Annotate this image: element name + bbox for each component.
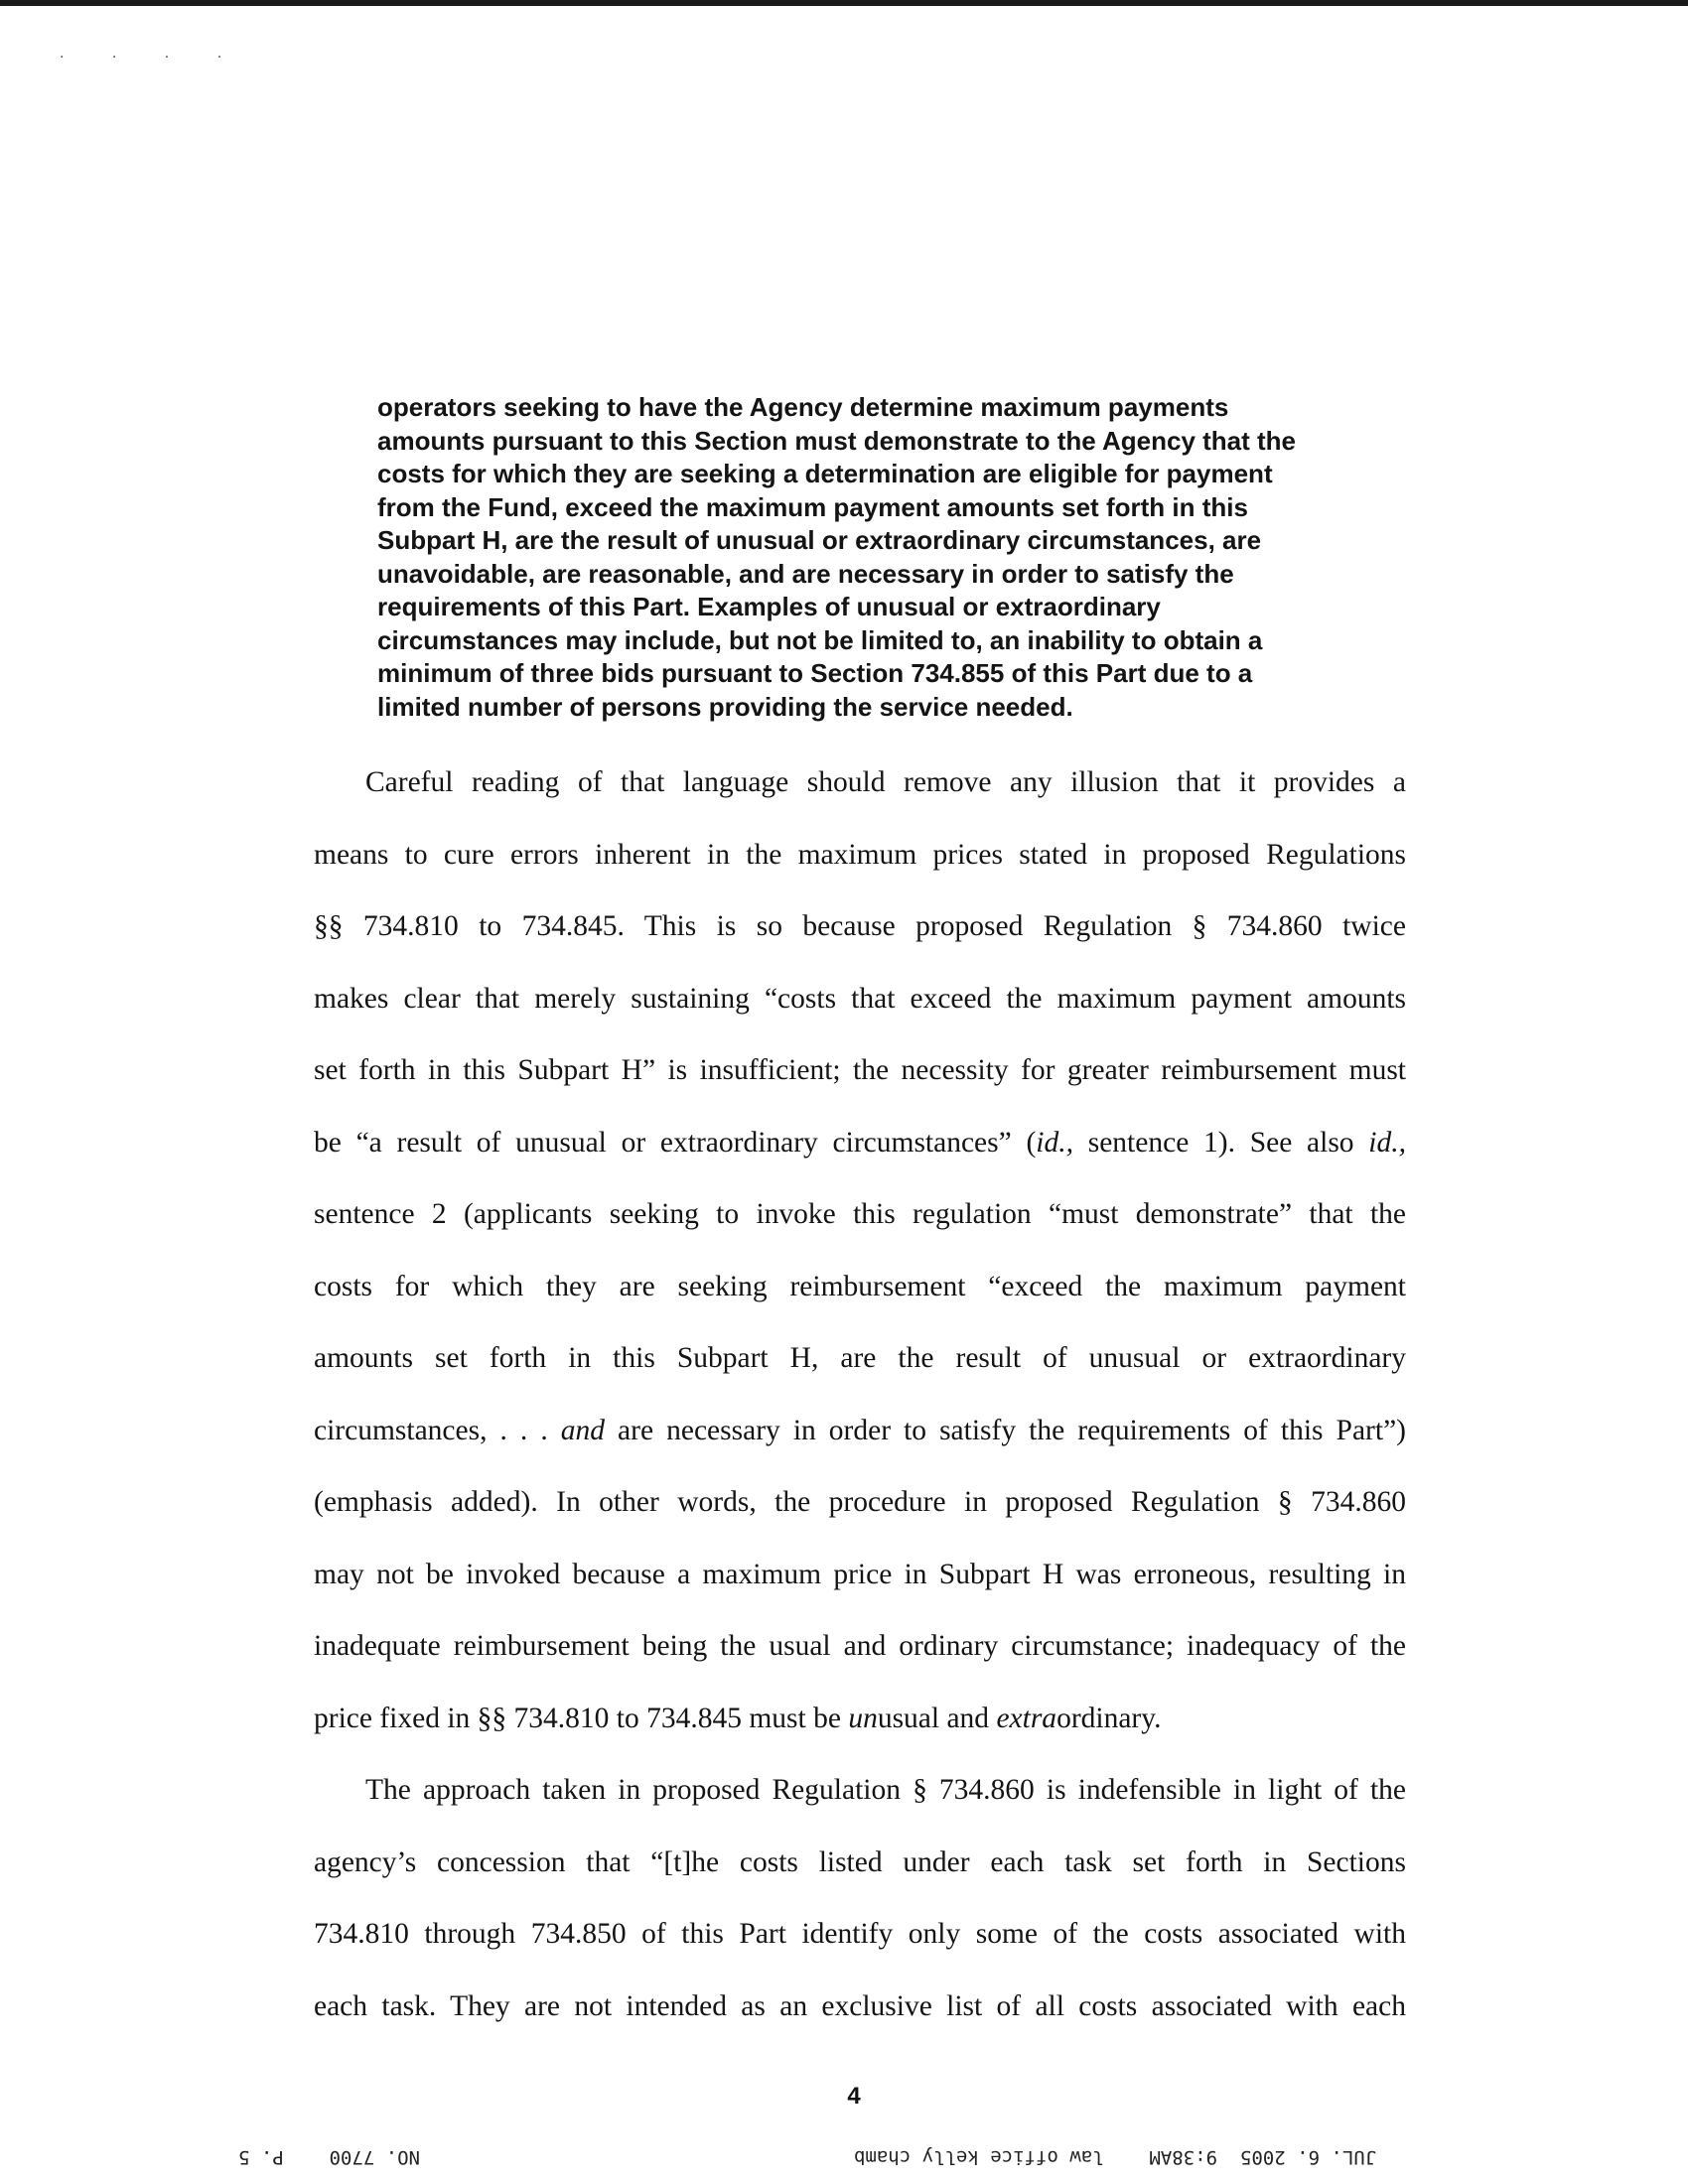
quote-line: requirements of this Part. Examples of unusual or extraordinary: [377, 592, 1161, 621]
quote-line: circumstances may include, but not be limited to, an inability to obtain a: [377, 624, 1263, 655]
paragraph-1: [314, 747, 1406, 1754]
body-text-run: sentence 1). See also: [1073, 1126, 1369, 1159]
block-quote: [377, 391, 1352, 724]
body-line: costs for which they are seeking reimbursement “exceed the maximum payment: [314, 1270, 1406, 1302]
body-line: 734.810 through 734.850 of this Part identify only some of the costs associated with: [314, 1918, 1406, 1950]
body-line: (emphasis added). In other words, the procedure in proposed Regulation § 734.860: [314, 1486, 1406, 1518]
body-line: The approach taken in proposed Regulation § 734.860 is indefensible in light of the: [365, 1774, 1406, 1806]
body-line: Careful reading of that language should remove any illusion that it provides a: [365, 766, 1406, 798]
quote-line: amounts pursuant to this Section must demonstrate to the Agency that the: [377, 425, 1297, 456]
body-text-run: price fixed in §§ 734.810 to 734.845 must be: [314, 1702, 849, 1734]
body-line: amounts set forth in this Subpart H, are the result of unusual or extraordinary: [314, 1342, 1406, 1374]
body-line: sentence 2 (applicants seeking to invoke this regulation “must demonstrate” that the: [314, 1198, 1406, 1230]
body-text-run: circumstances, . . .: [314, 1414, 561, 1446]
quote-line: unavoidable, are reasonable, and are necessary in order to satisfy the: [377, 558, 1234, 589]
body-text-run: are necessary in order to satisfy the requirements of this Part”): [605, 1414, 1406, 1446]
body-line: inadequate reimbursement being the usual and ordinary circumstance; inadequacy of the: [314, 1630, 1406, 1662]
fax-footer-right: JUL. 6. 2005 9:38AM law office kelly chamb: [854, 2146, 1377, 2168]
body-line: each task. They are not intended as an exclusive list of all costs associated with each: [314, 1989, 1406, 2022]
body-line: §§ 734.810 to 734.845. This is so because proposed Regulation § 734.860 twice: [314, 910, 1406, 942]
quote-line: limited number of persons providing the service needed.: [377, 691, 1073, 722]
body-line: makes clear that merely sustaining “costs that exceed the maximum payment amounts: [314, 982, 1406, 1015]
body-line: [314, 1395, 1406, 1467]
body-text-run: be “a result of unusual or extraordinary circumstances” (: [314, 1126, 1037, 1159]
paragraph-2: [314, 1754, 1406, 2042]
italic-and: and: [560, 1414, 606, 1446]
italic-id-cite: id.,: [1368, 1126, 1406, 1159]
quote-line: operators seeking to have the Agency determine maximum payments: [377, 392, 1229, 422]
body-line: [314, 1107, 1406, 1179]
body-line: means to cure errors inherent in the maximum prices stated in proposed Regulations: [314, 838, 1406, 871]
fax-footer-left: NO. 7700 P. 5: [238, 2146, 421, 2168]
scan-specks: · · · ·: [60, 50, 244, 66]
body-line: set forth in this Subpart H” is insufficient; the necessity for greater reimbursement must: [314, 1054, 1406, 1086]
body-line: may not be invoked because a maximum price in Subpart H was erroneous, resulting in: [314, 1558, 1406, 1590]
italic-id-cite: id.,: [1036, 1126, 1073, 1159]
scan-edge-line: [0, 0, 1688, 6]
body-line: agency’s concession that “[t]he costs listed under each task set forth in Sections: [314, 1845, 1406, 1878]
body-line: [314, 1683, 1406, 1755]
italic-un: un: [848, 1702, 878, 1734]
quote-line: from the Fund, exceed the maximum payment amounts set forth in this: [377, 491, 1248, 522]
body-text-run: usual and: [877, 1702, 997, 1734]
quote-line: costs for which they are seeking a determination are eligible for payment: [377, 459, 1273, 488]
italic-extra: extra: [996, 1702, 1057, 1734]
page-number: 4: [847, 2083, 861, 2110]
body-text: [314, 747, 1406, 2042]
body-text-run: ordinary.: [1056, 1702, 1162, 1734]
quote-line: Subpart H, are the result of unusual or extraordinary circumstances, are: [377, 525, 1262, 555]
quote-line: minimum of three bids pursuant to Section 734.855 of this Part due to a: [377, 658, 1253, 688]
